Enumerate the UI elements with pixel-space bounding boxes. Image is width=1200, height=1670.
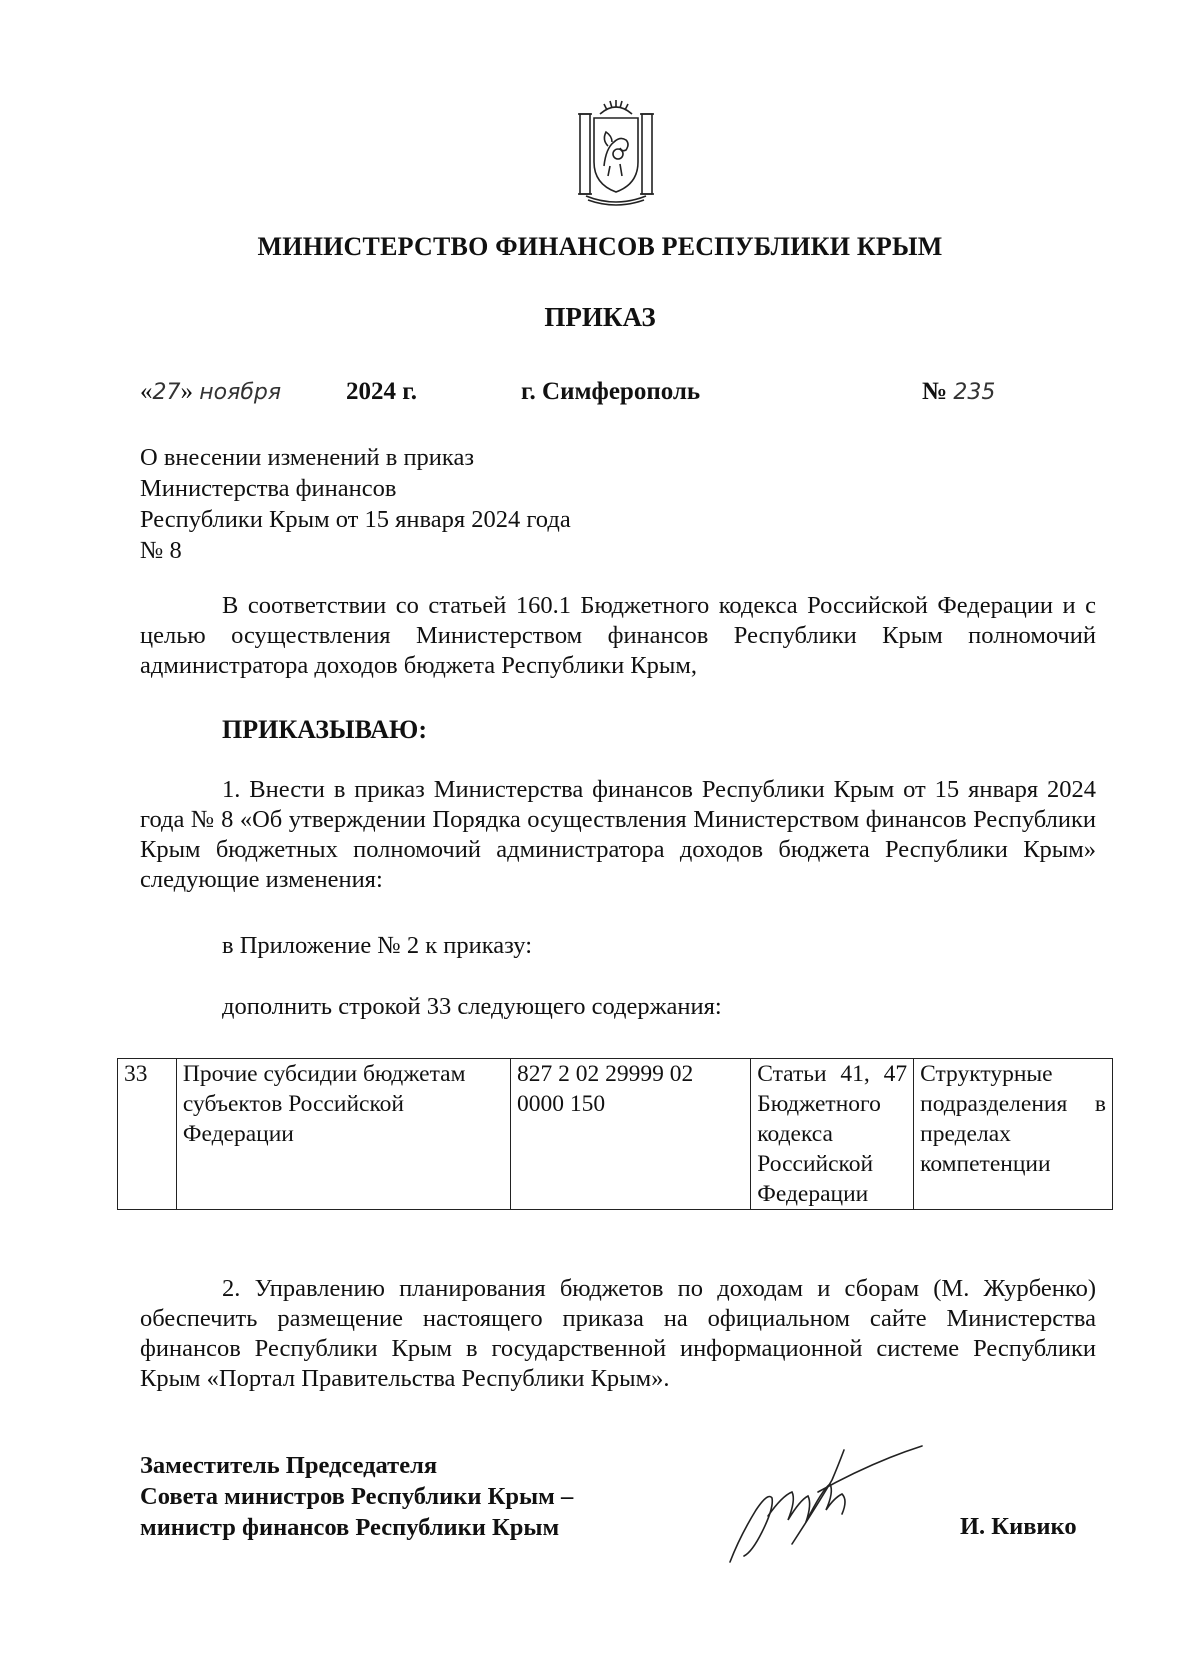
order-word: ПРИКАЗЫВАЮ: (222, 715, 427, 744)
order-month: ноября (199, 380, 282, 405)
table-cell-name: Прочие субсидии бюджетам субъектов Российской Федерации (176, 1059, 510, 1210)
signatory-name: И. Кивико (960, 1513, 1077, 1540)
order-city: г. Симферополь (521, 378, 701, 405)
order-number-value: 235 (953, 380, 996, 405)
ministry-title: МИНИСТЕРСТВО ФИНАНСОВ РЕСПУБЛИКИ КРЫМ (257, 232, 943, 261)
crimea-coat-of-arms-emblem (574, 96, 658, 208)
handwritten-signature (722, 1440, 932, 1570)
order-date-handwritten (140, 378, 281, 406)
position-line: Совета министров Республики Крым – (140, 1483, 574, 1510)
order-day: 27 (152, 380, 181, 405)
number-label: № (922, 378, 948, 405)
order-subject (140, 442, 571, 566)
position-line: Заместитель Председателя (140, 1452, 438, 1479)
date-quote-close: » (180, 378, 193, 405)
appendix-line: в Приложение № 2 к приказу: (222, 932, 532, 959)
signatory-position (140, 1450, 573, 1543)
subject-line: Республики Крым от 15 января 2024 года (140, 506, 571, 533)
item-2-paragraph: 2. Управлению планирования бюджетов по доходам и сборам (М. Журбенко) обеспечить размещение настоящего приказа на официальном сайте Министерства финансов Республики Крым в государственной информационной системе Республики Крым «Портал Правительства Республики Крым». (140, 1275, 1096, 1392)
document-type-title: ПРИКАЗ (544, 302, 656, 332)
subject-line: № 8 (140, 537, 182, 564)
subject-line: Министерства финансов (140, 475, 397, 502)
table-cell-code: 827 2 02 29999 02 0000 150 (511, 1059, 751, 1210)
preamble-paragraph: В соответствии со статьей 160.1 Бюджетного кодекса Российской Федерации и с целью осуществления Министерством финансов Республики Крым полномочий администратора доходов бюджета Республики Крым, (140, 592, 1096, 679)
position-line: министр финансов Республики Крым (140, 1514, 560, 1541)
table-cell-executor: Структурные подразделения в пределах компетенции (914, 1059, 1113, 1210)
table-row (118, 1059, 1113, 1210)
order-year: 2024 г. (346, 378, 418, 405)
subject-line: О внесении изменений в приказ (140, 444, 475, 471)
appendix-table (117, 1058, 1113, 1210)
add-row-line: дополнить строкой 33 следующего содержания: (222, 993, 722, 1020)
item-1-paragraph: 1. Внести в приказ Министерства финансов Республики Крым от 15 января 2024 года № 8 «Об утверждении Порядка осуществления Министерством финансов Республики Крым бюджетных полномочий администратора доходов бюджета Республики Крым» следующие изменения: (140, 776, 1096, 893)
date-quote-open: « (140, 378, 153, 405)
table-cell-basis: Статьи 41, 47 Бюджетного кодекса Российской Федерации (751, 1059, 914, 1210)
table-cell-number: 33 (118, 1059, 177, 1210)
order-number (922, 378, 995, 406)
